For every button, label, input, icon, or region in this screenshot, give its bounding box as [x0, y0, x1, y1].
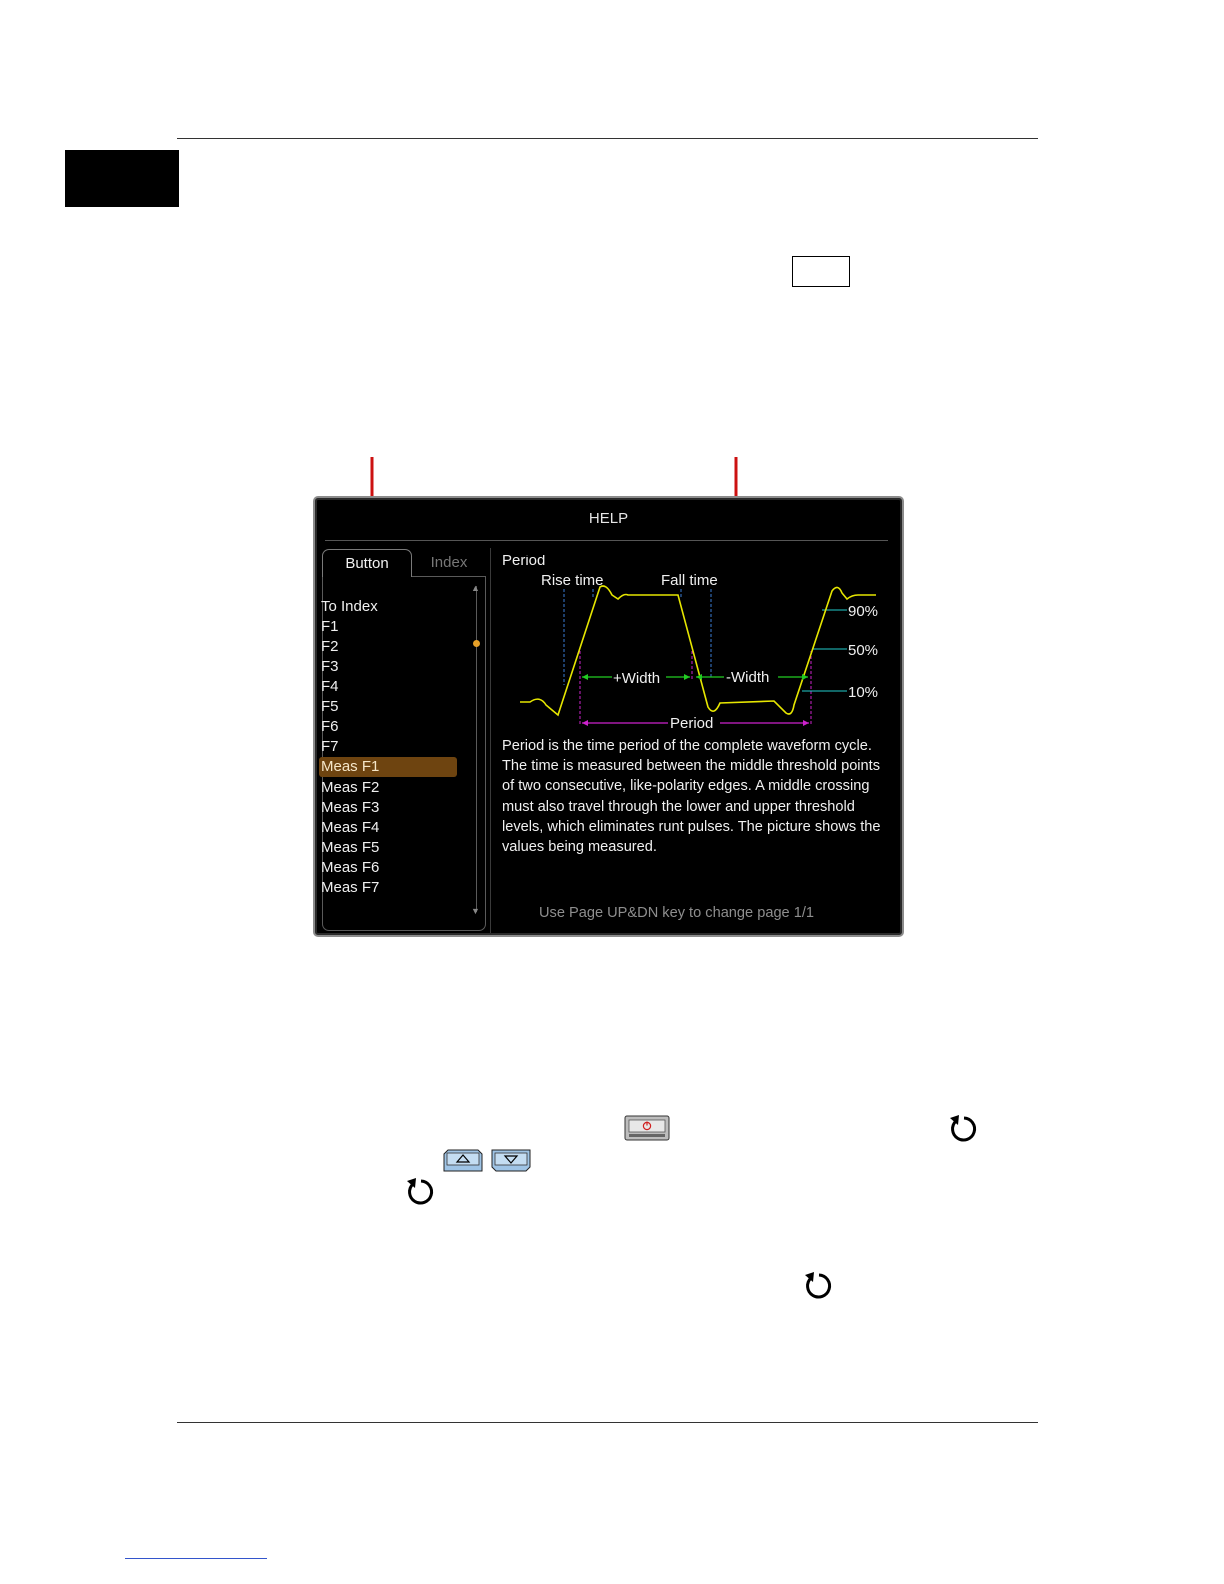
fall-time-label: Fall time	[661, 572, 718, 589]
threshold-10-label: 10%	[848, 684, 879, 701]
help-screen	[313, 496, 904, 937]
threshold-90-label: 90%	[848, 603, 879, 620]
list-item-meas-f3[interactable]: Meas F3	[321, 799, 380, 816]
help-key-frame	[792, 256, 850, 287]
list-item-f6[interactable]: F6	[321, 718, 339, 735]
tab-button[interactable]: Button	[322, 549, 412, 577]
multifunction-knob-icon	[404, 1175, 438, 1209]
list-item-f5[interactable]: F5	[321, 698, 339, 715]
list-item-meas-f6[interactable]: Meas F6	[321, 859, 380, 876]
list-item-f7[interactable]: F7	[321, 738, 339, 755]
tab-index[interactable]: Index	[430, 554, 468, 571]
help-description: Period is the time period of the complete waveform cycle. The time is measured between the middle threshold points of two consecutive, like-polarity edges. A middle crossing must also travel through the lower and upper threshold levels, which eliminates runt pulses. The picture shows the values being measured.	[502, 738, 881, 856]
waveform-trace	[520, 586, 879, 715]
multifunction-knob-icon	[947, 1112, 981, 1146]
list-item-f2[interactable]: F2	[321, 638, 339, 655]
list-item-f1[interactable]: F1	[321, 618, 339, 635]
list-item-f4[interactable]: F4	[321, 678, 339, 695]
plus-width-label: +Width	[613, 670, 661, 687]
list-item-meas-f1[interactable]: Meas F1	[319, 757, 457, 777]
list-item-to-index[interactable]: To Index	[321, 598, 378, 615]
header-rule	[177, 138, 1038, 139]
threshold-50-label: 50%	[848, 642, 879, 659]
panel-divider	[490, 548, 491, 933]
scroll-thumb[interactable]	[473, 640, 480, 647]
scroll-up-arrow-icon[interactable]: ▲	[471, 583, 480, 593]
page-up-key-icon	[443, 1149, 483, 1172]
chapter-tab	[65, 150, 179, 207]
threshold-markers	[802, 610, 847, 691]
footer-rule	[177, 1422, 1038, 1423]
multifunction-knob-icon	[802, 1269, 836, 1303]
help-title: HELP	[588, 510, 629, 527]
scroll-down-arrow-icon[interactable]: ▼	[471, 906, 480, 916]
list-item-meas-f7[interactable]: Meas F7	[321, 879, 380, 896]
period-waveform-figure	[502, 555, 882, 737]
list-item-meas-f2[interactable]: Meas F2	[321, 779, 380, 796]
title-separator	[325, 540, 888, 541]
power-key-icon	[624, 1115, 670, 1141]
list-item-f3[interactable]: F3	[321, 658, 339, 675]
list-scrollbar[interactable]	[476, 586, 477, 912]
rise-time-label: Rise time	[541, 572, 604, 589]
topic-title: Period	[502, 555, 546, 569]
list-item-meas-f5[interactable]: Meas F5	[321, 839, 380, 856]
period-label: Period	[670, 715, 714, 732]
minus-width-label: -Width	[726, 669, 770, 686]
page-down-key-icon	[491, 1149, 531, 1172]
page-hint: Use Page UP&DN key to change page 1/1	[539, 905, 815, 921]
footer-link-underline[interactable]	[125, 1558, 267, 1559]
list-item-meas-f4[interactable]: Meas F4	[321, 819, 380, 836]
